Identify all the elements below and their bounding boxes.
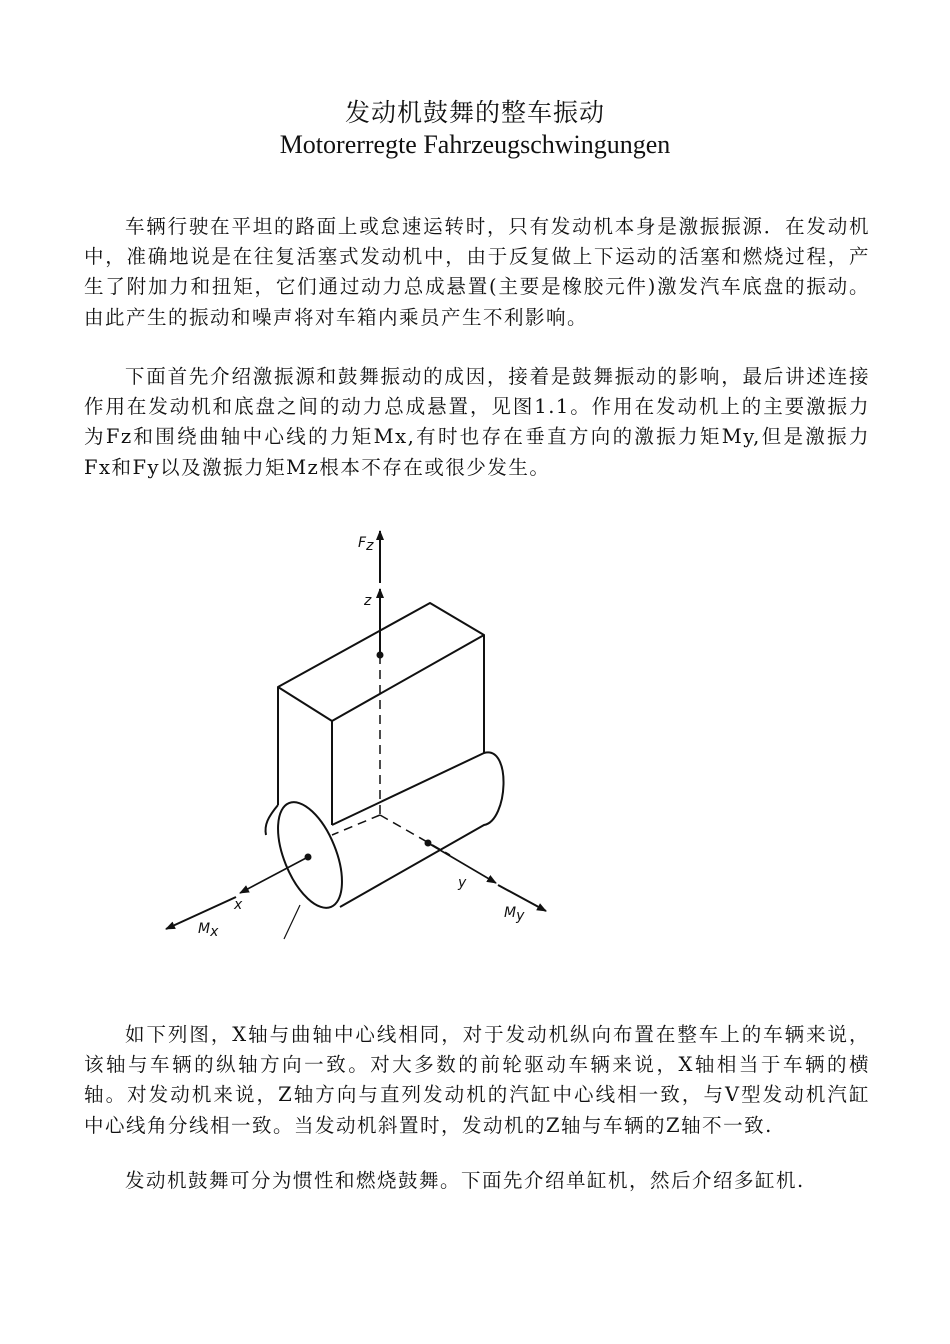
label-x: x [234, 897, 243, 913]
label-fz: Fz [358, 535, 374, 554]
paragraph-excitation: 下面首先介绍激振源和鼓舞振动的成因，接着是鼓舞振动的影响，最后讲述连接作用在发动机和底盘之间的动力总成悬置，见图1.1。作用在发动机上的主要激振力为Fz和围绕曲轴中心线的力矩Mx,有时也存在垂直方向的激振力矩My,但是激振力Fx和Fy以及激振力矩Mz根本不存在或很少发生。 [84, 365, 870, 479]
paragraph-excitation-types: 发动机鼓舞可分为惯性和燃烧鼓舞。下面先介绍单缸机，然后介绍多缸机. [125, 1169, 805, 1192]
crank-housing [332, 752, 504, 907]
page-subtitle: Motorerregte Fahrzeugschwingungen [279, 130, 671, 159]
engine-axes-diagram [150, 525, 570, 945]
leader-line [284, 905, 300, 939]
label-z: z [364, 593, 372, 609]
hidden-edge-back [332, 815, 380, 835]
label-y: y [458, 875, 467, 891]
label-mx: Mx [198, 921, 219, 940]
label-my: My [504, 905, 525, 924]
paragraph-axes: 如下列图，X轴与曲轴中心线相同，对于发动机纵向布置在整车上的车辆来说，该轴与车辆的纵轴方向一致。对大多数的前轮驱动车辆来说，X轴相当于车辆的横轴。对发动机来说，Z轴方向与直列发动机的汽缸中心线相一致，与V型发动机汽缸中心线角分线相一致。当发动机斜置时，发动机的Z轴与车辆的Z轴不一致. [84, 1023, 870, 1137]
paragraph-intro: 车辆行驶在平坦的路面上或怠速运转时，只有发动机本身是激振振源．在发动机中，准确地说是在往复活塞式发动机中，由于反复做上下运动的活塞和燃烧过程，产生了附加力和扭矩，它们通过动力总成悬置(主要是橡胶元件)激发汽车底盘的振动。由此产生的振动和噪声将对车箱内乘员产生不利影响。 [84, 215, 870, 329]
page-title: 发动机鼓舞的整车振动 [344, 98, 605, 127]
